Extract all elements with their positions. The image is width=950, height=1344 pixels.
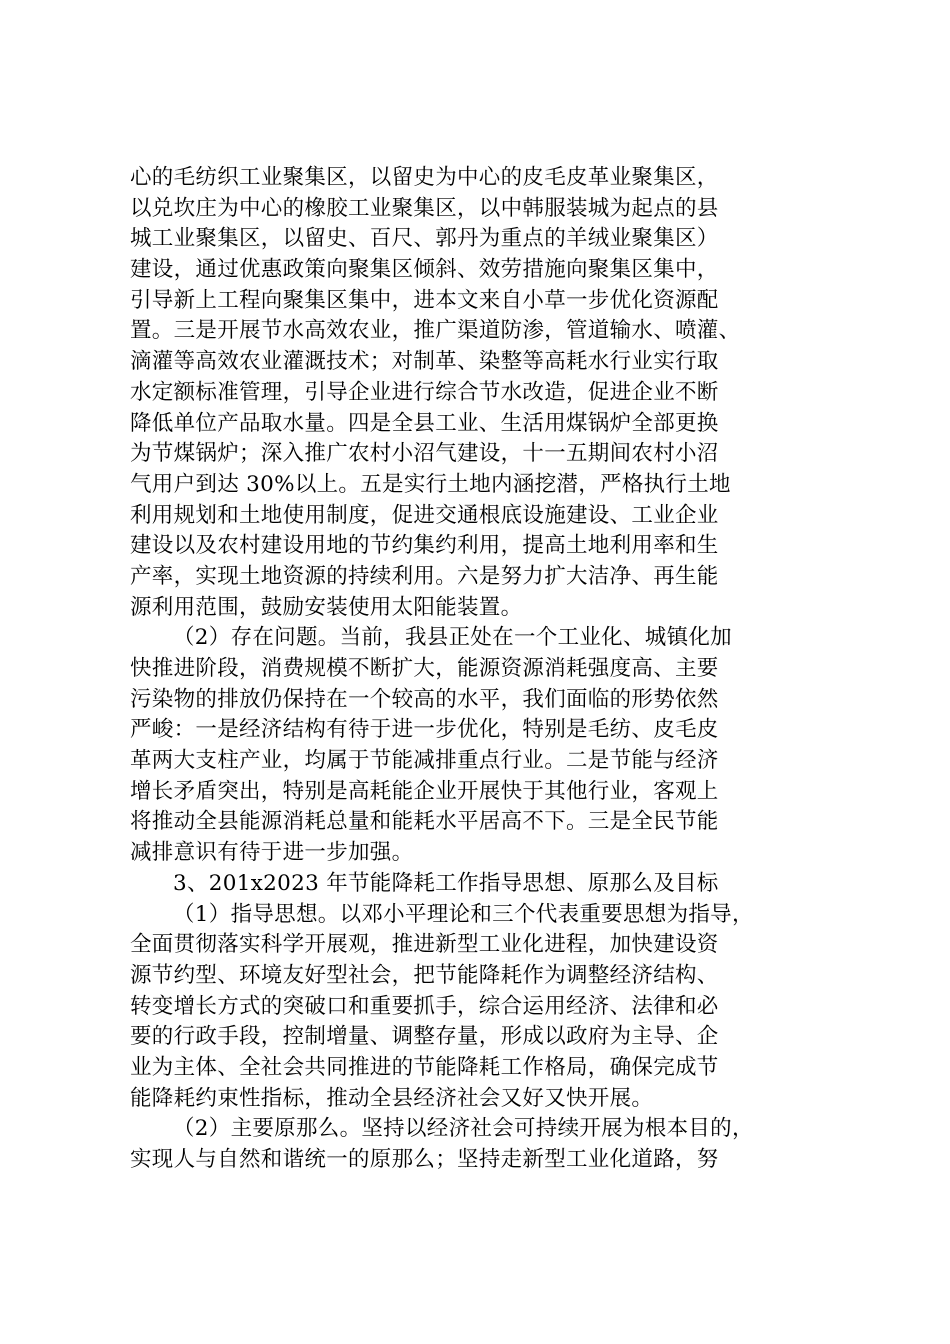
text-line: 置。三是开展节水高效农业，推广渠道防渗，管道输水、喷灌、	[130, 318, 741, 344]
text-line: 将推动全县能源消耗总量和能耗水平居高不下。三是全民节能	[130, 809, 719, 835]
text-line: 滴灌等高效农业灌溉技术；对制革、染整等高耗水行业实行取	[130, 349, 719, 375]
text-line: 为节煤锅炉；深入推广农村小沼气建设，十一五期间农村小沼	[130, 441, 719, 467]
text-line: 降低单位产品取水量。四是全县工业、生活用煤锅炉全部更换	[130, 410, 719, 436]
text-line: 源节约型、环境友好型社会，把节能降耗作为调整经济结构、	[130, 962, 719, 988]
text-line: 转变增长方式的突破口和重要抓手，综合运用经济、法律和必	[130, 993, 719, 1019]
text-line: 要的行政手段，控制增量、调整存量，形成以政府为主导、企	[130, 1024, 719, 1050]
text-line: 心的毛纺织工业聚集区，以留史为中心的皮毛皮革业聚集区，	[130, 165, 719, 190]
paragraph-start-line: （2）存在问题。当前，我县正处在一个工业化、城镇化加	[173, 625, 732, 651]
text-line: 引导新上工程向聚集区集中，进本文来自小草一步优化资源配	[130, 287, 719, 313]
document-body	[130, 163, 830, 1176]
text-line: 建设以及农村建设用地的节约集约利用，提高土地利用率和生	[130, 533, 719, 559]
paragraph-start-line: （1）指导思想。以邓小平理论和三个代表重要思想为指导，	[173, 901, 754, 927]
text-line: 增长矛盾突出，特别是高耗能企业开展快于其他行业，客观上	[130, 778, 719, 804]
text-line: 城工业聚集区，以留史、百尺、郭丹为重点的羊绒业聚集区）	[130, 226, 719, 252]
text-line: 业为主体、全社会共同推进的节能降耗工作格局，确保完成节	[130, 1054, 719, 1080]
text-line: 严峻：一是经济结构有待于进一步优化，特别是毛纺、皮毛皮	[130, 717, 719, 743]
text-line: 实现人与自然和谐统一的原那么；坚持走新型工业化道路，努	[130, 1147, 719, 1172]
text-line: 快推进阶段，消费规模不断扩大，能源资源消耗强度高、主要	[130, 656, 719, 681]
text-line: 水定额标准管理，引导企业进行综合节水改造，促进企业不断	[130, 379, 719, 405]
paragraph-start-line: （2）主要原那么。坚持以经济社会可持续开展为根本目的，	[173, 1116, 754, 1142]
text-line: 源利用范围，鼓励安装使用太阳能装置。	[130, 594, 523, 620]
text-line: 减排意识有待于进一步加强。	[130, 840, 414, 866]
text-line: 利用规划和土地使用制度，促进交通根底设施建设、工业企业	[130, 502, 719, 528]
text-line: 产率，实现土地资源的持续利用。六是努力扩大洁净、再生能	[130, 563, 719, 589]
section-heading: 3、201x2023 年节能降耗工作指导思想、原那么及目标	[173, 870, 719, 896]
text-line: 建设，通过优惠政策向聚集区倾斜、效劳措施向聚集区集中，	[130, 257, 719, 283]
text-line: 气用户到达 30%以上。五是实行土地内涵挖潜，严格执行土地	[130, 471, 731, 497]
text-line: 能降耗约束性指标，推动全县经济社会又好又快开展。	[130, 1085, 654, 1111]
text-line: 全面贯彻落实科学开展观，推进新型工业化进程，加快建设资	[130, 932, 719, 958]
text-line: 以兑坎庄为中心的橡胶工业聚集区，以中韩服装城为起点的县	[130, 195, 719, 221]
text-line: 污染物的排放仍保持在一个较高的水平，我们面临的形势依然	[130, 686, 719, 712]
text-line: 革两大支柱产业，均属于节能减排重点行业。二是节能与经济	[130, 748, 719, 774]
